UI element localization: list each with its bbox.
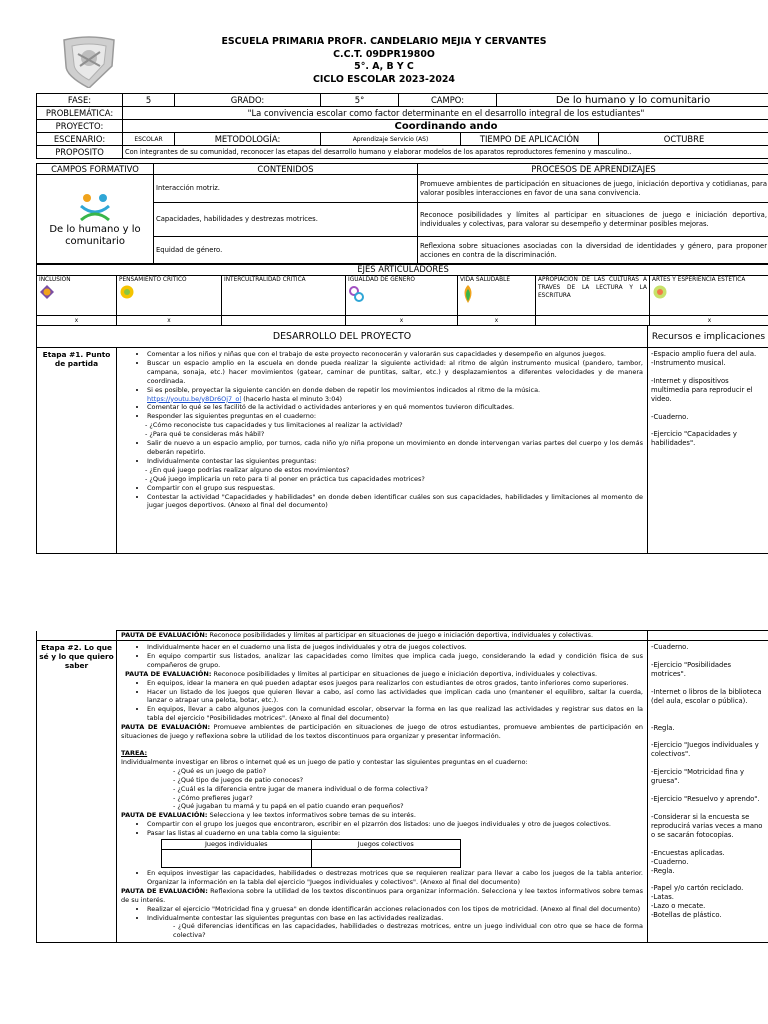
school-name: ESCUELA PRIMARIA PROFR. CANDELARIO MEJIA Y CERVANTES [221,36,547,47]
school-grades: 5°. A, B Y C [354,61,414,72]
problematica-label: PROBLEMÁTICA: [37,107,123,120]
eje-igualdad [346,276,458,316]
resource-item: -Espacio amplio fuera del aula. [651,350,757,358]
humano-comunitario-icon [78,192,112,224]
eje-mark: x [117,316,222,326]
school-cycle: CICLO ESCOLAR 2023-2024 [313,73,455,85]
tiempo-label: TIEMPO DE APLICACIÓN [461,133,599,146]
resource-item: -Ejercicio "Juegos individuales y colectivos". [651,741,759,759]
campo-formativo-cell [37,175,154,265]
grado-value: 5° [321,94,399,107]
list-item: • Buscar un espacio amplio en la escuela en donde pueda realizar la siguiente actividad: al ritmo de algún instrumento musical (pandero, tambor, campana, sonaja, etc.) hacer movimientos (gatear, caminar de puntitas, saltar, etc.) y desplazamientos a diferentes velocidades y de manera coordinada. [147,359,643,386]
desarrollo-title: DESARROLLO DEL PROYECTO [37,326,648,348]
eje-mark [222,316,346,326]
igualdad-genero-icon [348,284,366,304]
list-item: • Individualmente contestar las siguientes preguntas: [147,457,643,466]
eje-label: ARTES Y ESPERIENCIA ESTÉTICA [652,277,746,283]
list-item: • En equipos, idear la manera en qué pueden adaptar esos juegos para realizarlos con estudiantes de otros grados, tanto inferiores como superiores. [147,679,643,688]
resource-item: -Cuaderno. [651,643,689,651]
metodologia-value: Aprendizaje Servicio (AS) [321,133,461,146]
list-item [147,386,643,404]
tarea-text: Individualmente investigar en libros o internet qué es un juego de patio y contestar las siguientes preguntas en el cuaderno: [121,757,528,766]
pauta-evaluacion [121,670,643,679]
eje-mark: x [37,316,117,326]
campos-table [36,163,768,265]
stage2-title: Etapa #2. Lo que sé y lo que quiero saber [37,641,117,943]
fase-value: 5 [123,94,175,107]
eje-artes [650,276,768,316]
school-header [0,36,768,86]
question-item: - ¿Qué es un juego de patio? [173,767,643,776]
stage1-title: Etapa #1. Punto de partida [37,348,117,554]
page-2 [0,628,768,1024]
list-item: • Salir de nuevo a un espacio amplio, por turnos, cada niño y/o niña propone un movimiento en donde intervengan varias partes del cuerpo y los demás deberán repetirlo. [147,439,643,457]
eje-label: PENSAMIENTO CRÍTICO [119,277,187,283]
song-link[interactable]: https://youtu.be/y8Dr6Oj7_ol [147,394,242,403]
tarea-label: TAREA: [121,748,148,757]
desarrollo-table [36,325,768,554]
pauta-text: Reconoce posibilidades y límites al participar en situaciones de juego e iniciación deportiva, individuales y colectivas. [207,631,594,639]
eje-label: APROPIACIÓN DE LAS CULTURAS A TRAVES DE LA LECTURA Y LA ESCRITURA [538,277,647,299]
resource-item: -Ejercicio "Posibilidades motrices". [651,660,732,678]
eje-label: VIDA SALUDABLE [460,277,510,283]
grado-label: GRADO: [175,94,321,107]
list-item: • En equipo compartir sus listados, analizar las capacidades como límites que implica cada juego, considerando la edad y condición física de sus compañeros de grupo. [147,652,643,670]
proposito-label: PROPOSITO [37,146,123,159]
proceso-item: Reconoce posibilidades y límites al participar en situaciones de juego e iniciación deportiva, individuales y colectivas, para valorar su desempeño y determinar posibles mejoras. [418,203,768,237]
list-item: • Compartir con el grupo sus respuestas. [147,484,643,493]
list-item: • Comentar a los niños y niñas que con el trabajo de este proyecto reconocerán y valorarán sus capacidades y desempeño en algunos juegos. [147,350,643,359]
escenario-value: ESCOLAR [123,133,175,146]
resource-item: -Internet y dispositivos multimedia para reproducir el video. [651,376,753,403]
procesos-header: PROCESOS DE APRENDIZAJES [418,164,768,175]
eje-mark: x [650,316,768,326]
eje-apropiacion [536,276,650,316]
project-info-table [36,93,768,159]
juegos-table [161,839,461,868]
eje-mark: x [458,316,536,326]
proyecto-value: Coordinando ando [123,120,768,133]
list-item: • Comentar lo qué se les facilitó de la actividad o actividades anteriores y en qué momentos tuvieron dificultades. [147,403,643,412]
pauta-evaluacion [121,811,643,820]
contenido-item: Interacción motriz. [154,175,418,203]
stage1-resources [648,348,768,554]
pauta-text: Reconoce posibilidades y límites al participar en situaciones de juego e iniciación deportiva, individuales y colectivas. [211,669,598,678]
ejes-table [36,263,768,326]
contenidos-header: CONTENIDOS [154,164,418,175]
resource-item: -Ejercicio "Motricidad fina y gruesa". [651,768,745,786]
pauta-label: PAUTA DE EVALUACIÓN: [125,669,212,678]
resource-item: -Botellas de plástico. [651,911,722,920]
eje-interculturalidad [222,276,346,316]
list-item: • Responder las siguientes preguntas en el cuaderno: [147,412,643,421]
inclusion-icon [39,284,55,300]
proyecto-label: PROYECTO: [37,120,123,133]
proceso-item: Promueve ambientes de participación en situaciones de juego, iniciación deportiva y cotidianas, para valorar posibles interacciones en favor de una sana convivencia. [418,175,768,203]
resource-item: -Latas. [651,893,674,902]
pauta-evaluacion [121,723,643,741]
tiempo-value: OCTUBRE [599,133,768,146]
list-item-text: Si es posible, proyectar la siguiente canción en donde deben de repetir los movimientos indicados al ritmo de la música. [147,385,541,394]
pauta-text: Reflexiona sobre la utilidad de los textos discontinuos para organizar información. Selecciona y lee textos informativos sobre temas de su interés. [121,886,643,904]
eje-label: INCLUSIÓN [39,277,71,283]
list-item: • Contestar la actividad "Capacidades y habilidades" en donde deben identificar cuáles son sus capacidades, habilidades y limitaciones al momento de jugar juegos deportivos. (Anexo al final del documento) [147,493,643,511]
juegos-individuales-header: Juegos individuales [162,840,312,850]
proposito-value: Con integrantes de su comunidad, reconocer las etapas del desarrollo humano y elaborar modelos de los aparatos reproductores femenino y masculino.. [123,146,768,159]
pauta-text: Promueve ambientes de participación en situaciones de juego de otros estudiantes, promueve ambientes de participación en situaciones de juego y reflexiona sobre la utilidad de los textos discontinuos para organizar y presentar información. [121,723,643,741]
contenido-item: Capacidades, habilidades y destrezas motrices. [154,203,418,237]
resource-item: -Papel y/o cartón reciclado. [651,884,744,893]
vida-saludable-icon [460,284,476,304]
question-item: - ¿Para qué te consideras más hábil? [145,430,643,439]
list-item: • Compartir con el grupo los juegos que encontraron, escribir en el pizarrón dos listados: uno de juegos individuales y otro de juegos colectivos. [147,820,643,829]
eje-inclusion [37,276,117,316]
question-item: - ¿Qué jugaban tu mamá y tu papá en el patio cuando eran pequeños? [173,802,643,811]
pauta-text: Selecciona y lee textos informativos sobre temas de su interés. [207,811,416,820]
resource-item: -Cuaderno. [651,412,689,421]
song-note: (hacerlo hasta el minuto 3:04) [241,394,343,403]
ejes-title: EJES ARTICULADORES [37,264,768,276]
list-item: • Realizar el ejercicio "Motricidad fina y gruesa" en donde identificarán acciones relacionados con los tipos de motricidad. (Anexo al final del documento) [147,905,643,914]
resource-item: -Internet o libros de la biblioteca (del aula, escolar o pública). [651,687,762,705]
eje-pensamiento [117,276,222,316]
pauta-label: PAUTA DE EVALUACIÓN: [121,811,208,820]
fase-label: FASE: [37,94,123,107]
list-item: • En equipos investigar las capacidades, habilidades o destrezas motrices que se requieren realizar para llevar a cabo los juegos de la tabla anterior. Organizar la información en la tabla del ejercicio "Juegos individuales y colectivos". (Anexo al final del documento) [147,869,643,887]
campo-value: De lo humano y lo comunitario [497,94,768,107]
pauta-evaluacion [117,631,648,641]
list-item: • Hacer un listado de los juegos que quieren llevar a cabo, así como las actividades que implican cada uno (mantener el equilibro, saltar la cuerda, lanzar o atrapar una pelota, botar, etc.). [147,688,643,706]
resource-item: -Regla. [651,723,675,732]
question-item: - ¿Cómo prefieres jugar? [173,794,643,803]
eje-vida-saludable [458,276,536,316]
escenario-label: ESCENARIO: [37,133,123,146]
pauta-label: PAUTA DE EVALUACIÓN: [121,886,208,895]
campo-label: CAMPO: [399,94,497,107]
metodologia-label: METODOLOGÍA: [175,133,321,146]
eje-mark: x [346,316,458,326]
list-item: • Individualmente contestar las siguientes preguntas con base en las actividades realizadas. [147,914,643,923]
stage2-resources [648,641,768,943]
pauta-label: PAUTA DE EVALUACIÓN: [121,631,208,639]
proceso-item: Reflexiona sobre situaciones asociadas con la diversidad de identidades y género, para proponer acciones en contra de la discriminación. [418,237,768,265]
problematica-value: "La convivencia escolar como factor determinante en el desarrollo integral de los estudiantes" [123,107,768,120]
resource-item: -Cuaderno. [651,857,689,866]
question-item: - ¿Qué juego implicaría un reto para ti al poner en práctica tus capacidades motrices? [145,475,643,484]
eje-mark [536,316,650,326]
question-item: - ¿En qué juego podrías realizar alguno de estos movimientos? [145,466,643,475]
resource-item: -Ejercicio "Capacidades y habilidades". [651,430,737,448]
stage1-body [117,348,648,554]
stage2-body [117,641,648,943]
contenido-item: Equidad de género. [154,237,418,265]
resource-item: -Regla. [651,866,675,875]
pauta-evaluacion [121,887,643,905]
resource-item: -Considerar si la encuesta se reproducirá varias veces a mano o se sacarán fotocopias. [651,812,763,839]
question-item: - ¿Cuál es la diferencia entre jugar de manera individual o de forma colectiva? [173,785,643,794]
question-item: - ¿Qué diferencias identificas en las capacidades, habilidades o destrezas motrices, entre un juego individual con otro que se hace de forma colectiva? [173,922,643,940]
school-cct: C.C.T. 09DPR1980O [333,48,435,60]
pauta-label: PAUTA DE EVALUACIÓN: [121,723,211,732]
resource-item: -Lazo o mecate. [651,902,706,911]
question-item: - ¿Qué tipo de juegos de patio conoces? [173,776,643,785]
question-item: - ¿Cómo reconociste tus capacidades y tus limitaciones al realizar la actividad? [145,421,643,430]
pensamiento-icon [119,284,135,300]
resource-item: -Instrumento musical. [651,358,726,367]
juegos-colectivos-header: Juegos colectivos [311,840,461,850]
campos-header: CAMPOS FORMATIVO [37,164,154,175]
campo-formativo-name: De lo humano y lo comunitario [49,223,141,247]
list-item: • Pasar las listas al cuaderno en una tabla como la siguiente: [147,829,643,838]
stage2-table [36,630,768,943]
list-item: • Individualmente hacer en el cuaderno una lista de juegos individuales y otra de juegos colectivos. [147,643,643,652]
recursos-title: Recursos e implicaciones [648,326,768,348]
resource-item: -Ejercicio "Resuelvo y aprendo". [651,795,760,804]
resource-item: -Encuestas aplicadas. [651,848,725,857]
eje-label: IGUALDAD DE GÉNERO [348,277,415,283]
artes-icon [652,284,668,300]
eje-label: INTERCULTRALIDAD CRITICA [224,277,306,283]
list-item: • En equipos, llevar a cabo algunos juegos con la comunidad escolar, observar la forma en las que realizad las actividades y registrar sus datos en la tabla del ejercicio "Posibilidades motrices". (Anexo al final del documento) [147,705,643,723]
